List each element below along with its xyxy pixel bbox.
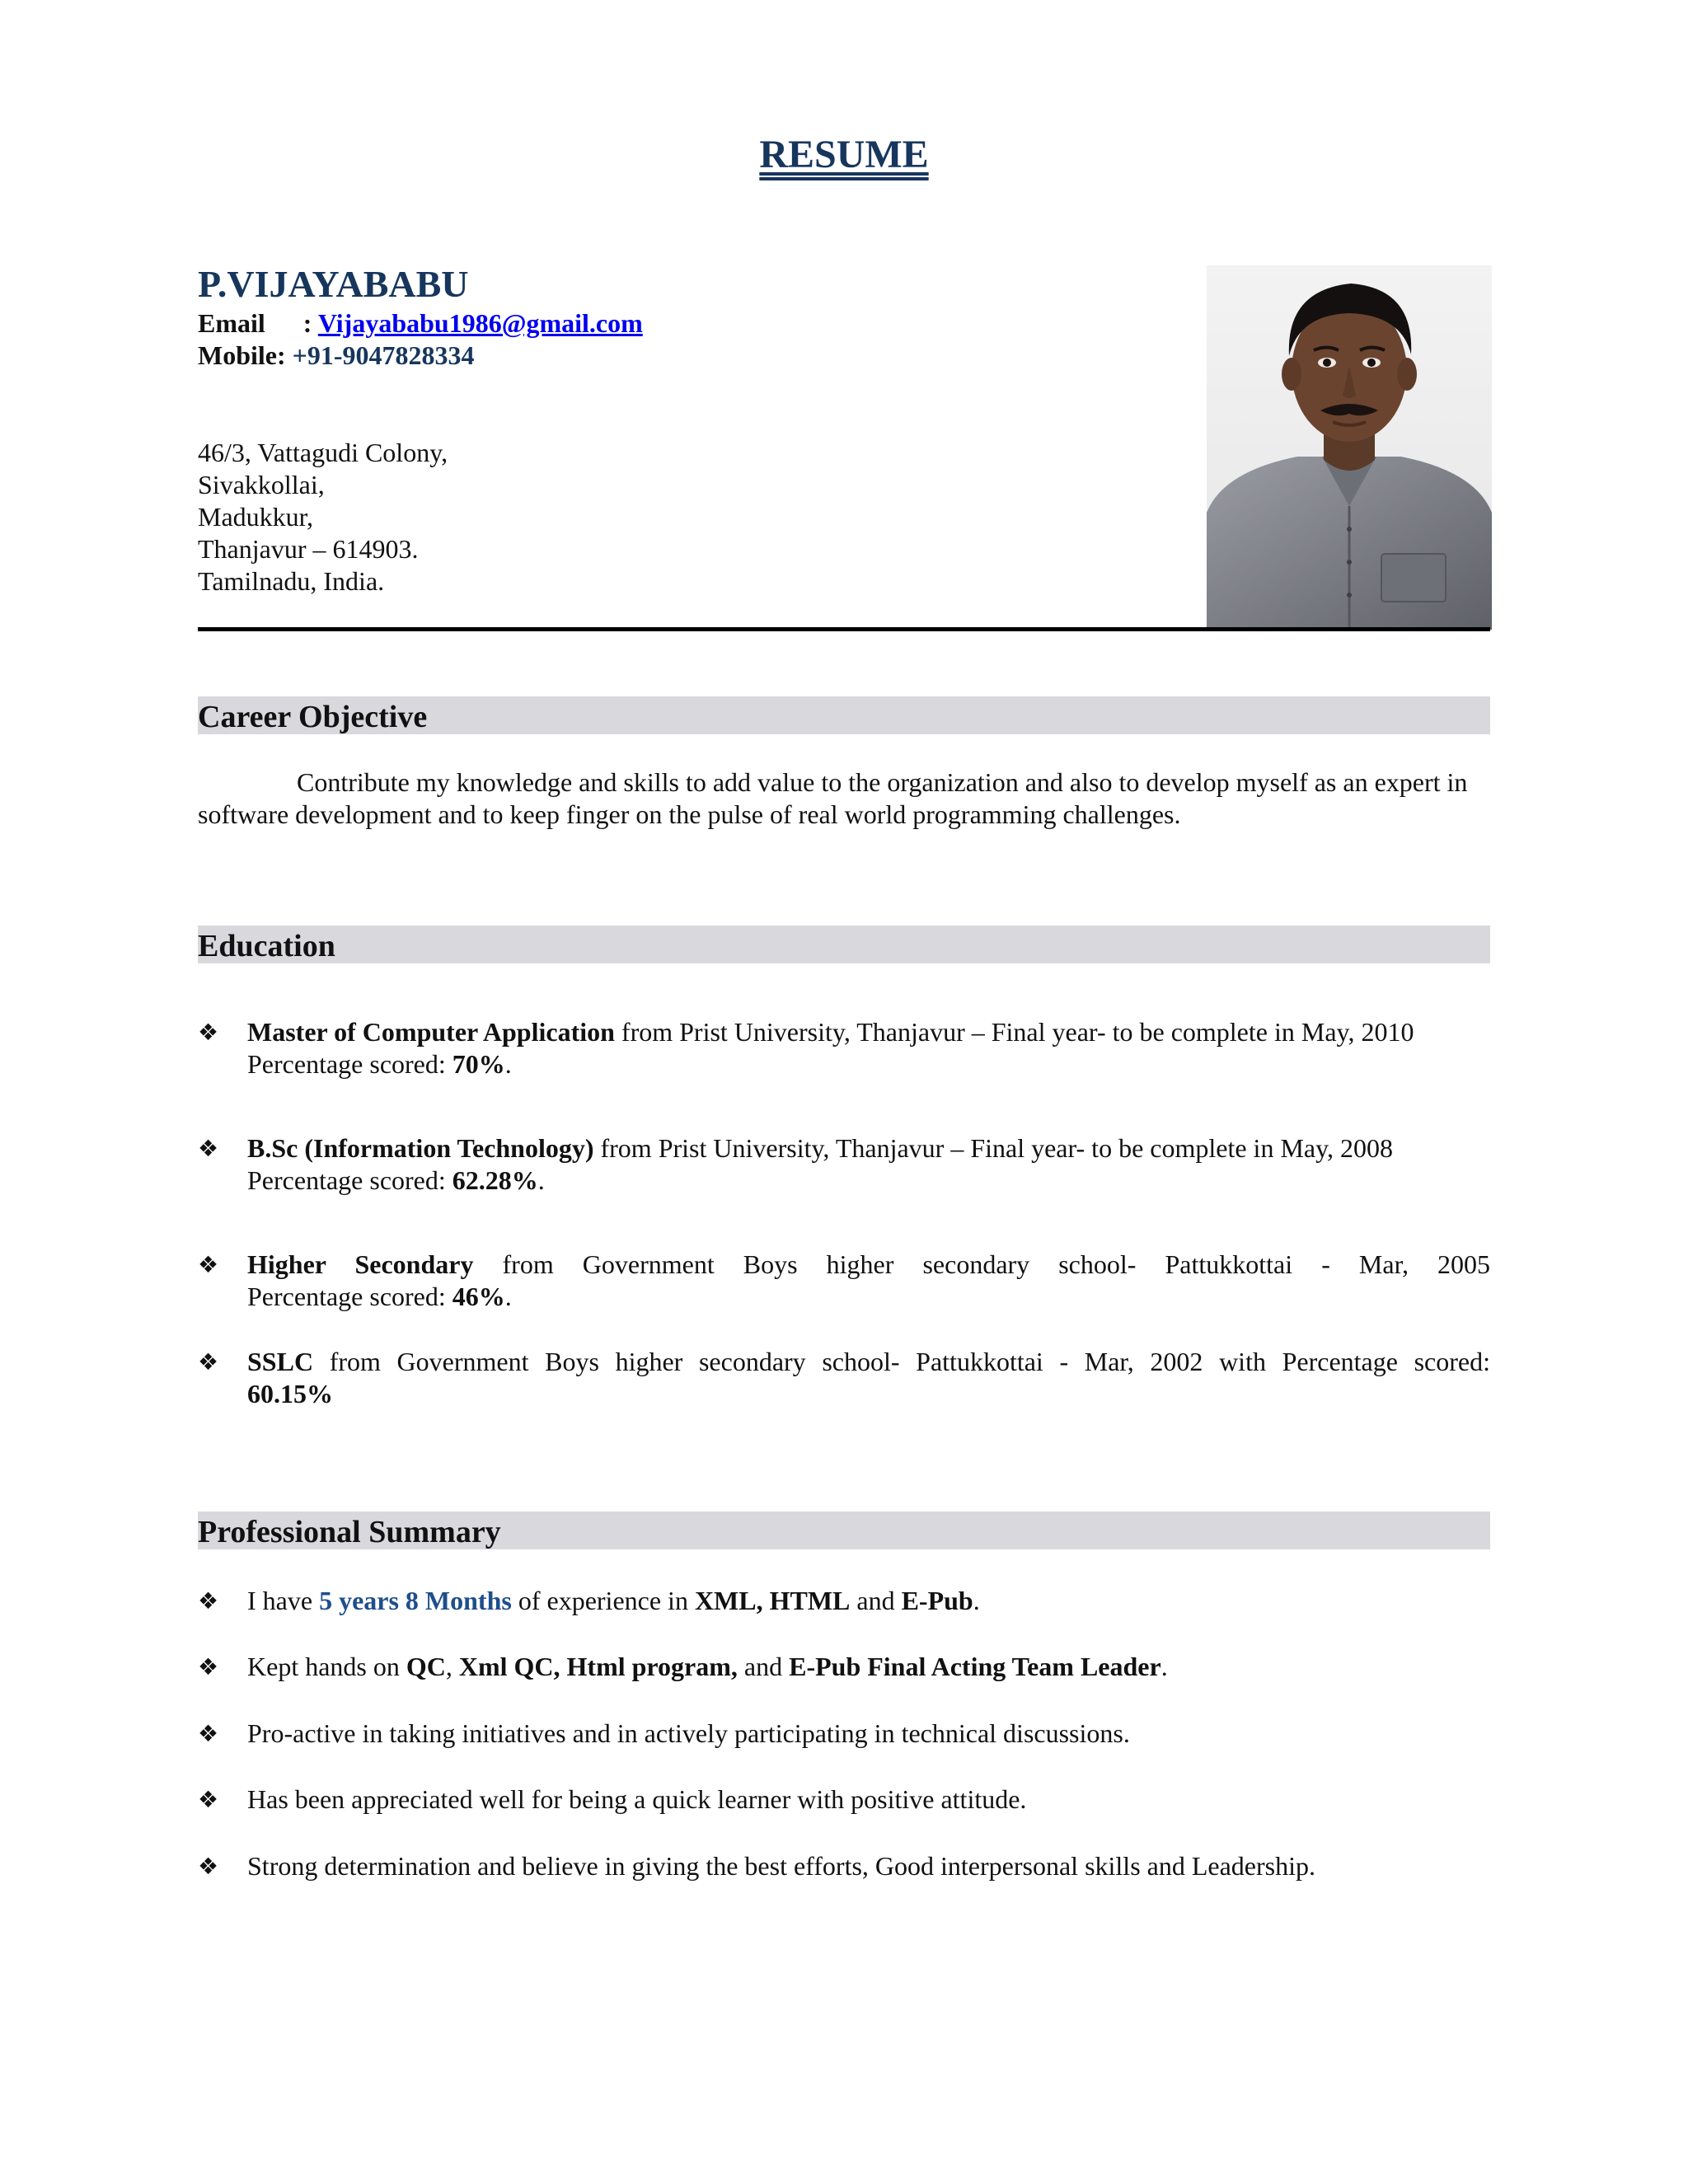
education-heading: Education: [198, 926, 1490, 963]
education-item: ❖ B.Sc (Information Technology) from Prist University, Thanjavur – Final year- to be complete in May, 2008 Percentage scored: 62.28%.: [198, 1133, 1394, 1195]
email-label: Email: [198, 308, 265, 338]
email-link[interactable]: Vijayababu1986@gmail.com: [317, 308, 643, 338]
professional-summary-heading: Professional Summary: [198, 1511, 1490, 1549]
email-row: [198, 308, 643, 338]
experience-duration: 5 years 8 Months: [319, 1586, 512, 1615]
qualification: Master of Computer Application: [247, 1017, 615, 1047]
summary-item: ❖ I have 5 years 8 Months of experience in XML, HTML and E-Pub.: [198, 1586, 980, 1615]
email-separator: :: [302, 308, 312, 338]
diamond-bullet-icon: ❖: [198, 1019, 219, 1046]
mobile-number: +91-9047828334: [292, 340, 475, 370]
qualification: B.Sc (Information Technology): [247, 1133, 594, 1163]
score: 70%: [452, 1049, 505, 1079]
qualification: Higher Secondary: [247, 1249, 474, 1279]
diamond-bullet-icon: ❖: [198, 1135, 219, 1162]
summary-item: ❖ Has been appreciated well for being a quick learner with positive attitude.: [198, 1784, 1027, 1814]
header-divider: [198, 627, 1490, 631]
score: 62.28%: [452, 1165, 538, 1195]
diamond-bullet-icon: ❖: [198, 1251, 219, 1278]
diamond-bullet-icon: ❖: [198, 1653, 219, 1680]
score: 46%: [452, 1282, 505, 1311]
career-objective-text: Contribute my knowledge and skills to add value to the organization and also to develop myself as an expert in software development and to keep finger on the pulse of real world programming challenges.: [198, 767, 1468, 829]
mobile-label: Mobile:: [198, 340, 286, 370]
page-title: RESUME: [759, 133, 929, 176]
summary-item: ❖ Strong determination and believe in giving the best efforts, Good interpersonal skills and Leadership.: [198, 1851, 1315, 1881]
score: 60.15%: [247, 1379, 333, 1408]
diamond-bullet-icon: ❖: [198, 1587, 219, 1615]
address-line: 46/3, Vattagudi Colony,: [198, 438, 448, 467]
qualification: SSLC: [247, 1347, 314, 1376]
diamond-bullet-icon: ❖: [198, 1786, 219, 1813]
summary-item: ❖ Kept hands on QC, Xml QC, Html program, and E-Pub Final Acting Team Leader.: [198, 1652, 1168, 1681]
profile-photo: [1207, 265, 1492, 630]
diamond-bullet-icon: ❖: [198, 1348, 219, 1376]
address-line: Sivakkollai,: [198, 470, 325, 499]
education-item: ❖ Higher Secondary from Government Boys higher secondary school- Pattukkottai - Mar, 2005 Percentage scored: 46%.: [198, 1249, 1491, 1311]
address-line: Tamilnadu, India.: [198, 566, 385, 596]
education-item: ❖ Master of Computer Application from Prist University, Thanjavur – Final year- to be complete in May, 2010 Percentage scored: 70%.: [198, 1017, 1414, 1079]
diamond-bullet-icon: ❖: [198, 1853, 219, 1880]
diamond-bullet-icon: ❖: [198, 1720, 219, 1747]
summary-item: ❖ Pro-active in taking initiatives and in actively participating in technical discussions.: [198, 1718, 1130, 1748]
address-line: Thanjavur – 614903.: [198, 534, 419, 564]
candidate-name: P.VIJAYABABU: [198, 263, 469, 305]
education-item: ❖ SSLC from Government Boys higher secondary school- Pattukkottai - Mar, 2002 with Percentage scored: 60.15%: [198, 1347, 1490, 1408]
career-objective-heading: Career Objective: [198, 696, 1490, 734]
mobile-row: [198, 340, 475, 370]
postal-address: [198, 437, 448, 598]
address-line: Madukkur,: [198, 502, 314, 532]
